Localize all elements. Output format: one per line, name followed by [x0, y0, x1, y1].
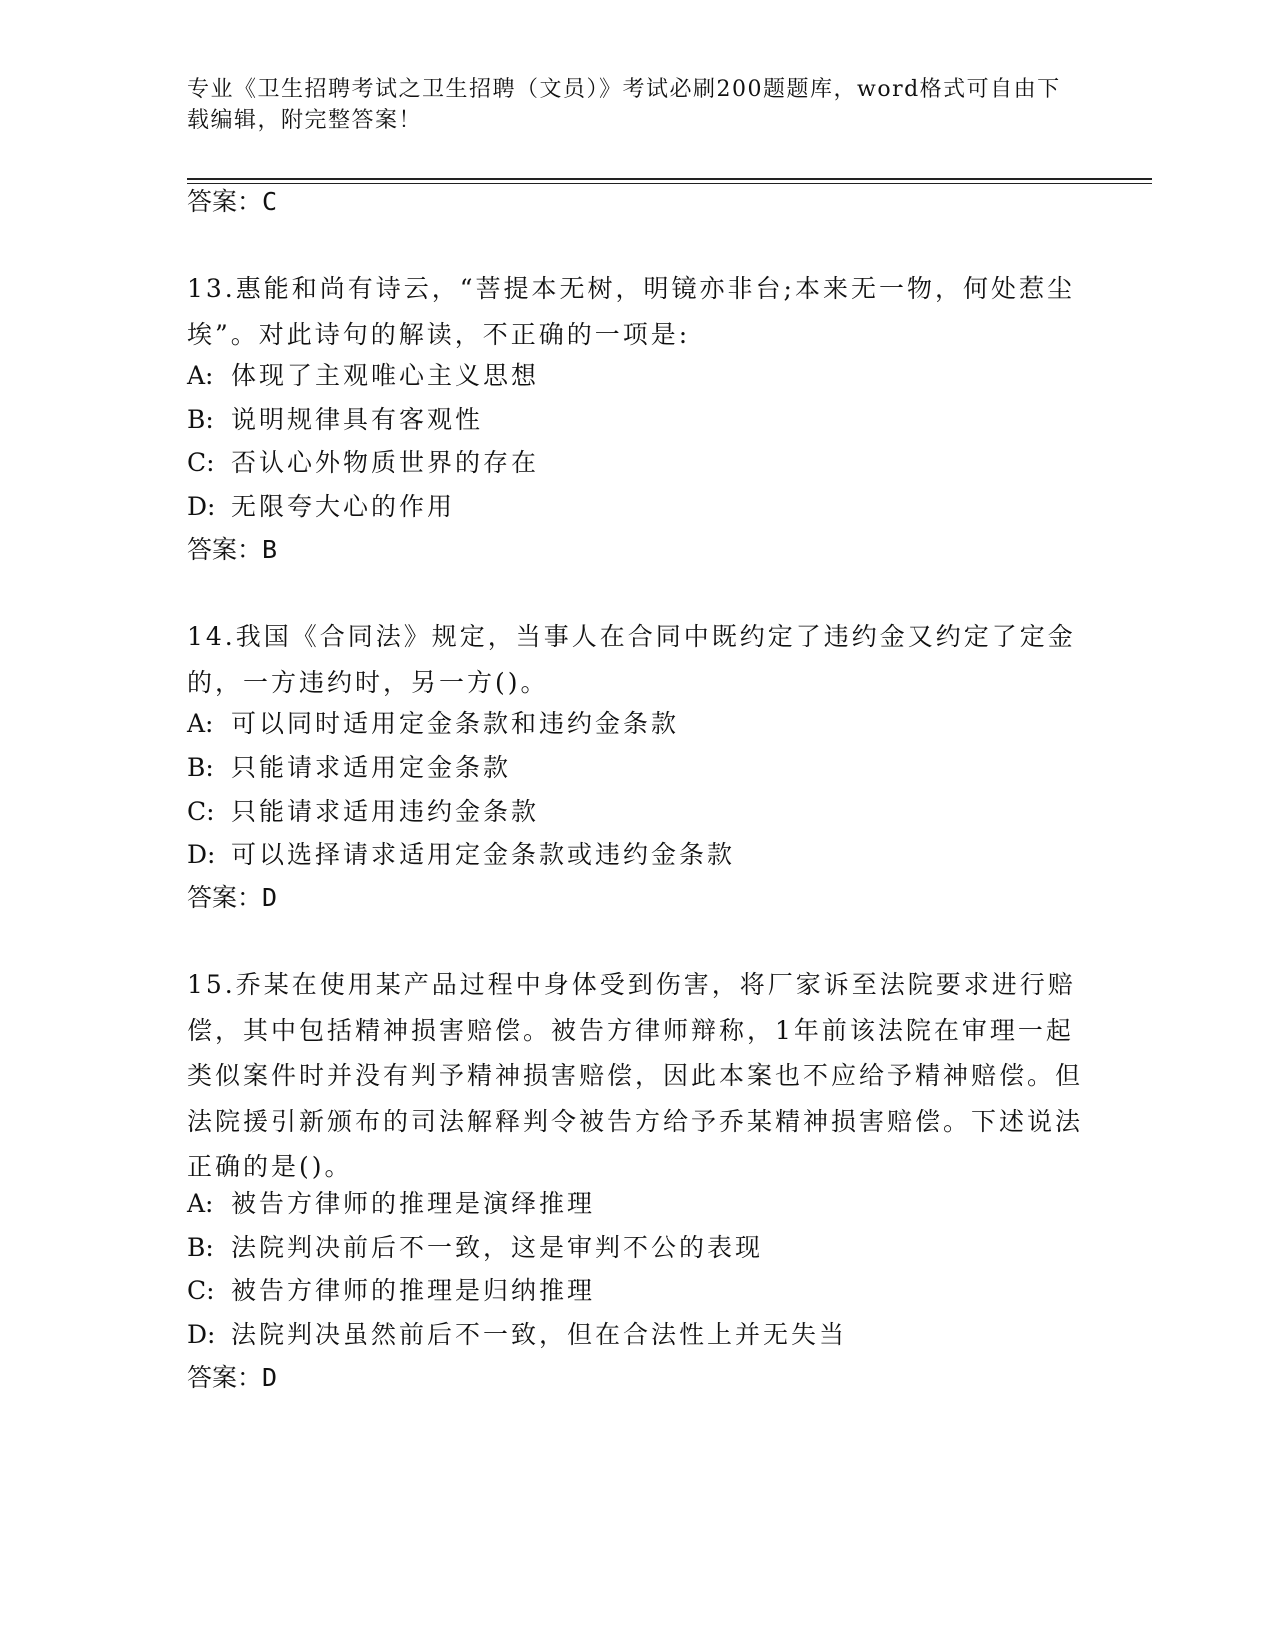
option-letter: A: — [187, 361, 214, 390]
option-a — [187, 1188, 1092, 1220]
document-header: 专业《卫生招聘考试之卫生招聘（文员）》考试必刷200题题库，word格式可自由下载编辑，附完整答案！ — [187, 77, 1061, 133]
question-text: 13.惠能和尚有诗云，“菩提本无树，明镜亦非台;本来无一物，何处惹尘埃”。对此诗句的解读，不正确的一项是: — [187, 274, 1075, 349]
option-letter: A: — [187, 1189, 214, 1218]
option-text: 法院判决前后不一致，这是审判不公的表现 — [231, 1233, 764, 1262]
option-letter: C: — [187, 797, 215, 826]
option-text: 可以同时适用定金条款和违约金条款 — [231, 709, 680, 738]
option-letter: C: — [187, 448, 215, 477]
option-text: 只能请求适用定金条款 — [231, 753, 512, 782]
option-text: 可以选择请求适用定金条款或违约金条款 — [231, 840, 736, 869]
answer-line — [187, 1363, 277, 1393]
question-text: 14.我国《合同法》规定，当事人在合同中既约定了违约金又约定了定金的，一方违约时，另一方()。 — [187, 622, 1076, 697]
header-divider — [187, 178, 1152, 180]
answer-value: B — [262, 535, 278, 564]
answer-line — [187, 883, 277, 913]
option-text: 说明规律具有客观性 — [231, 405, 484, 434]
question-text: 15.乔某在使用某产品过程中身体受到伤害，将厂家诉至法院要求进行赔偿，其中包括精神损害赔偿。被告方律师辩称，1年前该法院在审理一起类似案件时并没有判予精神损害赔偿，因此本案也不应给予精神赔偿。但法院援引新颁布的司法解释判令被告方给予乔某精神损害赔偿。下述说法正确的是()。 — [187, 970, 1084, 1181]
answer-label: 答案： — [187, 187, 263, 216]
option-letter: D: — [187, 840, 216, 869]
header-divider-thin — [187, 183, 1152, 184]
option-d — [187, 491, 1092, 523]
option-letter: B: — [187, 405, 214, 434]
answer-value: D — [262, 883, 278, 912]
option-letter: C: — [187, 1276, 215, 1305]
answer-line — [187, 187, 277, 217]
option-text: 否认心外物质世界的存在 — [231, 448, 540, 477]
option-letter: B: — [187, 753, 214, 782]
option-letter: B: — [187, 1233, 214, 1262]
answer-label: 答案： — [187, 1363, 263, 1392]
option-text: 体现了主观唯心主义思想 — [231, 361, 540, 390]
answer-value: C — [262, 187, 278, 216]
answer-label: 答案： — [187, 883, 263, 912]
option-c — [187, 796, 1092, 828]
option-a — [187, 360, 1092, 392]
option-text: 被告方律师的推理是归纳推理 — [231, 1276, 596, 1305]
option-c — [187, 447, 1092, 479]
option-b — [187, 752, 1092, 784]
option-d — [187, 1319, 1092, 1351]
option-letter: D: — [187, 492, 216, 521]
option-letter: A: — [187, 709, 214, 738]
option-b — [187, 1232, 1092, 1264]
option-text: 被告方律师的推理是演绎推理 — [231, 1189, 596, 1218]
option-letter: D: — [187, 1320, 216, 1349]
answer-value: D — [262, 1363, 278, 1392]
option-d — [187, 839, 1092, 871]
answer-line — [187, 535, 277, 565]
answer-label: 答案： — [187, 535, 263, 564]
option-a — [187, 708, 1092, 740]
option-b — [187, 404, 1092, 436]
option-c — [187, 1275, 1092, 1307]
option-text: 法院判决虽然前后不一致，但在合法性上并无失当 — [231, 1320, 848, 1349]
option-text: 无限夸大心的作用 — [231, 492, 456, 521]
option-text: 只能请求适用违约金条款 — [231, 797, 540, 826]
